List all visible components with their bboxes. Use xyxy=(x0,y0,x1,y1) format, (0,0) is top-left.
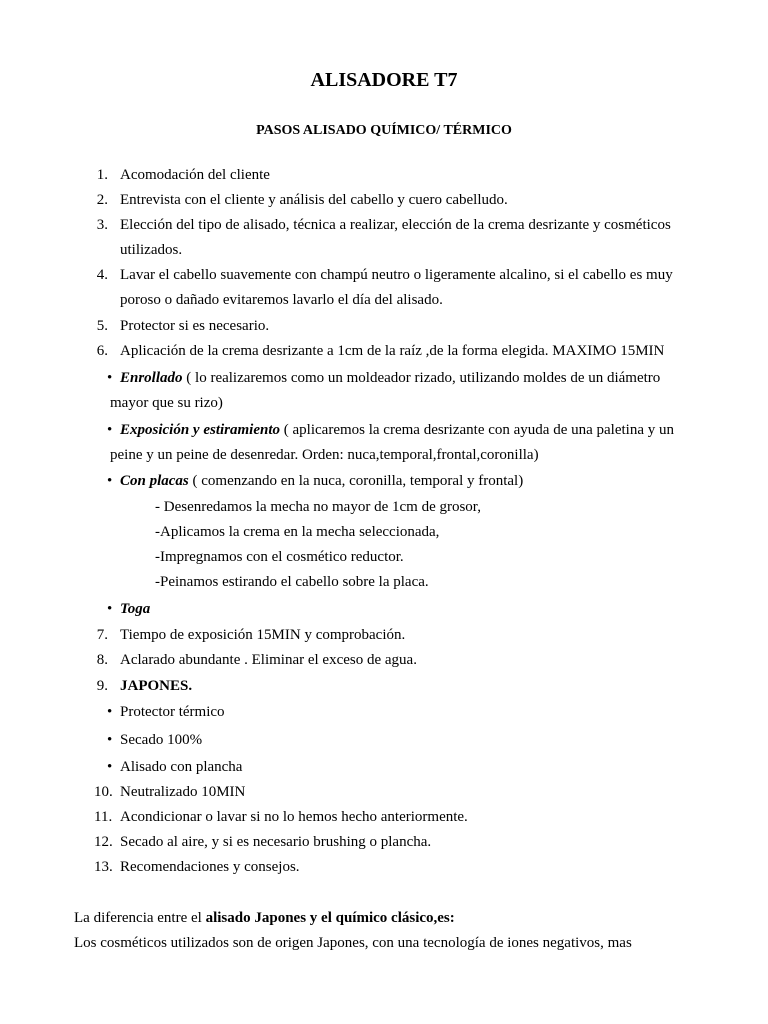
bullet-icon: • xyxy=(107,732,113,748)
substep-text: -Peinamos estirando el cabello sobre la placa. xyxy=(155,574,429,590)
technique-name: Exposición y estiramiento xyxy=(120,422,281,438)
list-text: JAPONES. xyxy=(120,678,193,694)
list-number: 12. xyxy=(94,834,113,850)
technique-description: ( aplicaremos la crema desrizante con ayuda de una paletina y un xyxy=(280,422,674,438)
list-text: Neutralizado 10MIN xyxy=(120,784,246,800)
list-number: 11. xyxy=(94,809,113,825)
list-number: 10. xyxy=(94,784,113,800)
japones-text: Alisado con plancha xyxy=(120,759,243,775)
japones-text: Protector térmico xyxy=(120,704,225,720)
list-number: 13. xyxy=(94,859,113,875)
closing-bold: alisado Japones y el químico clásico,es: xyxy=(205,910,455,926)
closing-paragraph-line xyxy=(74,909,455,927)
list-number: 9. xyxy=(96,678,108,694)
bullet-icon: • xyxy=(107,601,113,617)
technique-description: peine y un peine de desenredar. Orden: nuca,temporal,frontal,coronilla) xyxy=(110,447,539,463)
bullet-icon: • xyxy=(107,704,113,720)
list-text: Secado al aire, y si es necesario brushing o plancha. xyxy=(120,834,432,850)
list-number: 3. xyxy=(96,217,108,233)
list-text: Protector si es necesario. xyxy=(120,318,270,334)
list-text: Elección del tipo de alisado, técnica a realizar, elección de la crema desrizante y cosméticos xyxy=(120,217,671,233)
closing-prefix: La diferencia entre el xyxy=(74,910,206,926)
technique-description: mayor que su rizo) xyxy=(110,395,223,411)
list-text: Lavar el cabello suavemente con champú neutro o ligeramente alcalino, si el cabello es muy xyxy=(120,267,673,283)
list-text: Acondicionar o lavar si no lo hemos hecho anteriormente. xyxy=(120,809,468,825)
list-text: Aclarado abundante . Eliminar el exceso de agua. xyxy=(120,652,417,668)
substep-text: - Desenredamos la mecha no mayor de 1cm de grosor, xyxy=(155,499,481,515)
list-number: 4. xyxy=(96,267,108,283)
technique-name: Con placas xyxy=(120,473,189,489)
list-number: 1. xyxy=(96,167,108,183)
list-number: 5. xyxy=(96,318,108,334)
bullet-icon: • xyxy=(107,473,113,489)
technique-name: Enrollado xyxy=(120,370,183,386)
list-number: 2. xyxy=(96,192,108,208)
list-text: Tiempo de exposición 15MIN y comprobación. xyxy=(120,627,406,643)
closing-paragraph-line xyxy=(74,934,632,952)
list-text: Aplicación de la crema desrizante a 1cm de la raíz ,de la forma elegida. MAXIMO 15MIN xyxy=(120,343,665,359)
technique-description: ( lo realizaremos como un moldeador rizado, utilizando moldes de un diámetro xyxy=(182,370,661,386)
substep-text: -Aplicamos la crema en la mecha seleccionada, xyxy=(155,524,440,540)
technique-name: Toga xyxy=(120,601,151,617)
list-text: utilizados. xyxy=(120,242,183,258)
bullet-icon: • xyxy=(107,759,113,775)
substep-text: -Impregnamos con el cosmético reductor. xyxy=(155,549,404,565)
list-number: 6. xyxy=(96,343,108,359)
japones-text: Secado 100% xyxy=(120,732,203,748)
document-title: ALISADORE T7 xyxy=(310,69,458,91)
technique-description: ( comenzando en la nuca, coronilla, temporal y frontal) xyxy=(188,473,524,489)
list-text: Acomodación del cliente xyxy=(120,167,270,183)
list-text: poroso o dañado evitaremos lavarlo el día del alisado. xyxy=(120,292,443,308)
document-subtitle: PASOS ALISADO QUÍMICO/ TÉRMICO xyxy=(256,123,512,138)
bullet-icon: • xyxy=(107,422,113,438)
list-number: 7. xyxy=(96,627,108,643)
list-text: Recomendaciones y consejos. xyxy=(120,859,300,875)
closing-text: Los cosméticos utilizados son de origen Japones, con una tecnología de iones negativos, mas xyxy=(74,935,632,951)
bullet-icon: • xyxy=(107,370,113,386)
list-text: Entrevista con el cliente y análisis del cabello y cuero cabelludo. xyxy=(120,192,508,208)
list-number: 8. xyxy=(96,652,108,668)
